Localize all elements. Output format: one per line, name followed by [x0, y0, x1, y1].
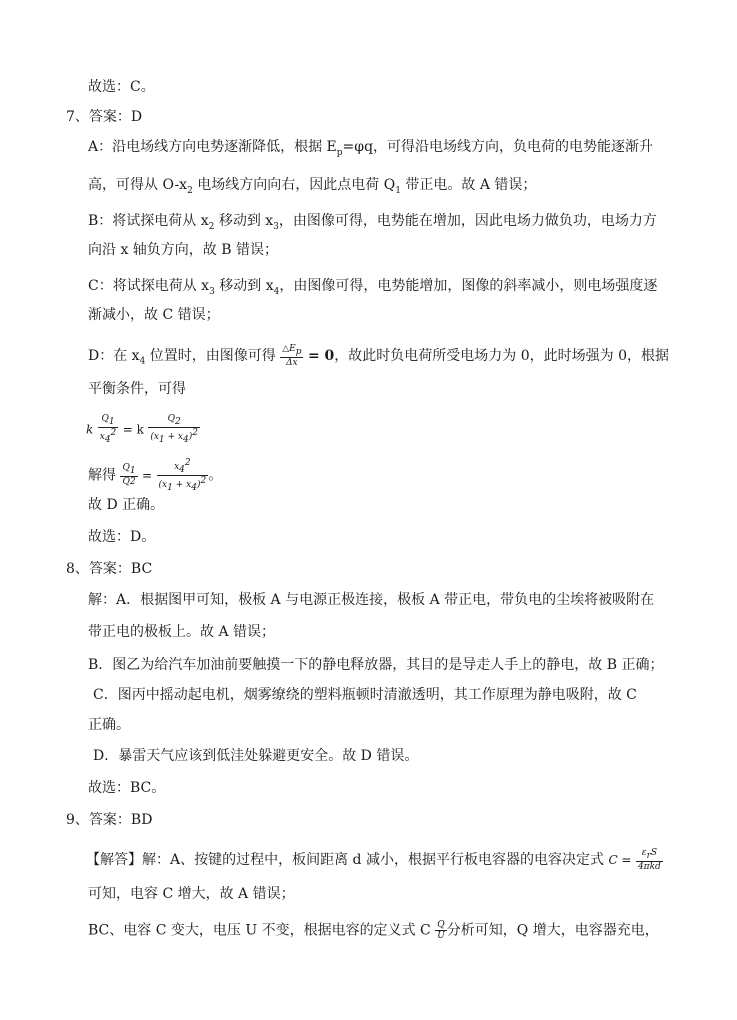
text-line: B：将试探电荷从 $x_2$ 移动到 $x_3$，由图像可得，电势能在增加，因此电场力做负功，电场力方: [88, 213, 657, 232]
text-line: 解：A．根据图甲可知，极板 A 与电源正极连接，极板 A 带正电，带负电的尘埃将被吸附在: [88, 592, 655, 608]
text-line: BC、电容 C 变大，电压 U 不变，根据电容的定义式 C $\frac{Q}{U}$ 分析可知，Q 增大，电容器充电，: [88, 920, 659, 941]
text-line: D：在 $x_4$ 位置时，由图像可得 $\frac{\triangle E_p}{\Delta x}$ = 0，故此时负电荷所受电场力为 0，此时场强为 0，根据: [88, 344, 670, 368]
answer-heading-8: 8、答案：BC: [66, 561, 153, 577]
text-line: 故选：D。: [88, 529, 156, 545]
fraction-dEp-dx: $\frac{\triangle E_p}{\Delta x}$: [282, 344, 302, 368]
text-line: 平衡条件，可得: [88, 381, 186, 397]
text-line: 带正电的极板上。故 A 错误；: [88, 624, 276, 640]
text-line: 故选：BC。: [88, 780, 166, 796]
text-line: 向沿 x 轴负方向，故 B 错误；: [88, 242, 278, 258]
text-line: D．暴雷天气应该到低洼处躲避更安全。故 D 错误。: [93, 748, 419, 764]
text-line: 【解答】解：A、按键的过程中，板间距离 d 减小，根据平行板电容器的电容决定式 C = $\frac{\varepsilon_rS}{\text{4πkd}}$: [86, 848, 661, 872]
text-line: 可知，电容 C 增大，故 A 错误；: [88, 886, 295, 902]
text-line: C：将试探电荷从 $x_3$ 移动到 $x_4$，由图像可得，电势能增加，图像的斜率减小，则电场强度逐: [88, 278, 658, 297]
equals-zero: = 0: [307, 347, 335, 364]
text-line: 故 D 正确。: [88, 497, 165, 513]
equation-solution: 解得 $\frac{Q_1}{Q2}$ = $\frac{x_4^2}{(x_1 + x_4)^2}$ 。: [88, 458, 223, 493]
text-line: 故选：C。: [88, 79, 155, 95]
text-line: 正确。: [88, 717, 130, 733]
answer-heading-9: 9、答案：BD: [66, 812, 153, 828]
text-line: A：沿电场线方向电势逐渐降低，根据 $E_p=\varphi q$，可得沿电场线方向，负电荷的电势能逐渐升: [88, 139, 654, 158]
text-line: 渐减小，故 C 错误；: [88, 307, 220, 323]
text-line: 高，可得从 $O-x_2$ 电场线方向向右，因此点电荷 $Q_1$ 带正电。故 A 错误；: [88, 177, 537, 196]
text-line: B．图乙为给汽车加油前要触摸一下的静电释放器，其目的是导走人手上的静电，故 B 正确；: [88, 657, 664, 673]
answer-heading-7: 7、答案：D: [66, 109, 143, 125]
equation-coulomb-balance: k $\frac{Q_1}{x_4^2}$ = k $\frac{Q_2}{(x_1 + x_4)^2}$: [86, 414, 198, 445]
text-line: C．图丙中摇动起电机，烟雾缭绕的塑料瓶顿时清澈透明，其工作原理为静电吸附，故 C: [93, 687, 637, 703]
